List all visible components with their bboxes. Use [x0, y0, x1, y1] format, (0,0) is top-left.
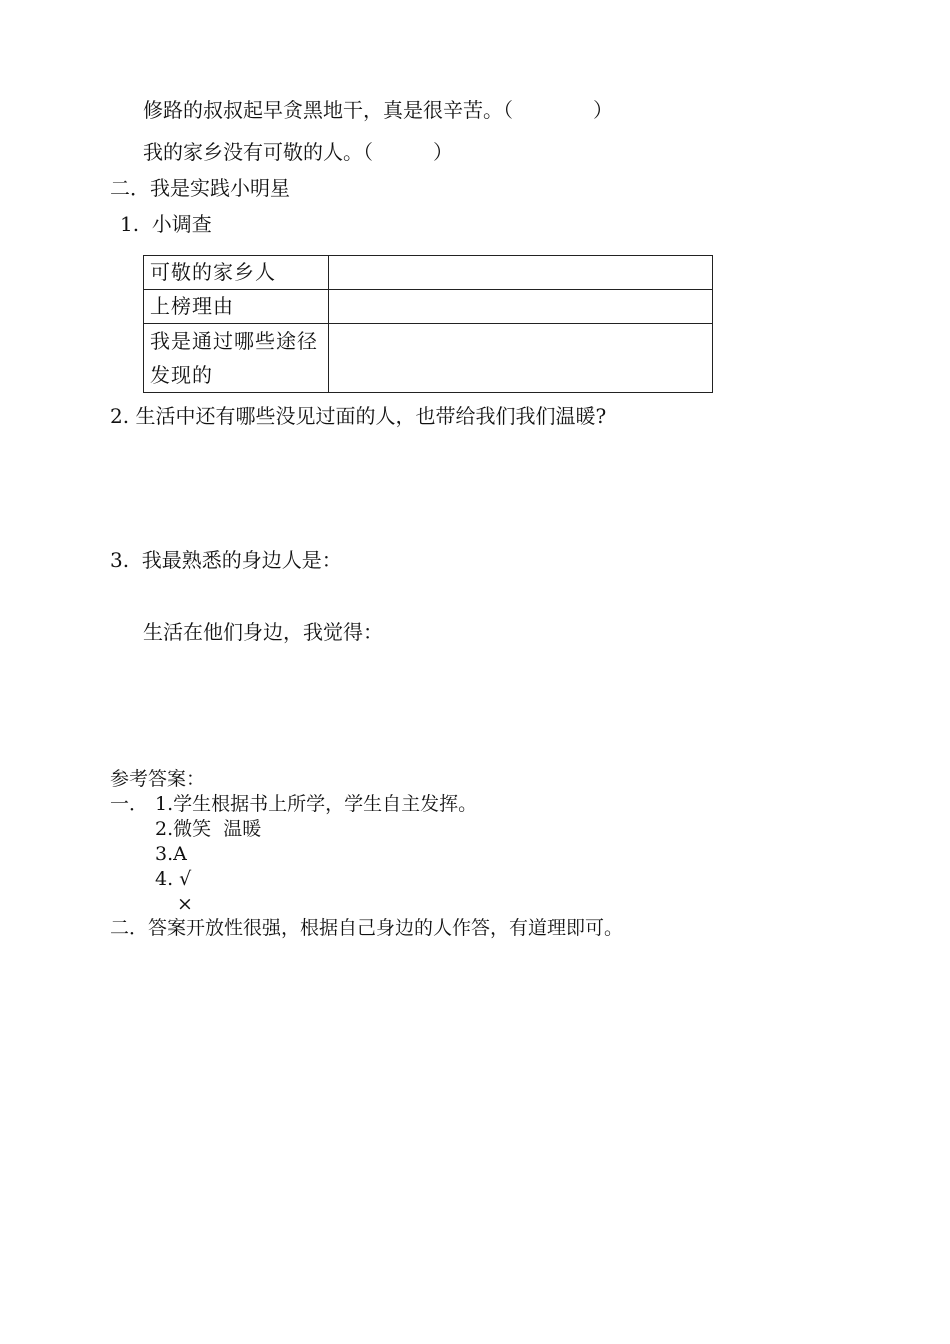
survey-answer-cell[interactable] — [329, 290, 713, 324]
question-3-follow: 生活在他们身边，我觉得： — [143, 620, 383, 644]
answers-part1-prefix: 一． — [110, 793, 149, 815]
survey-label: 可敬的家乡人 — [144, 256, 329, 290]
answer-2: 2.微笑 温暖 — [155, 818, 262, 840]
answer-4b: × — [177, 893, 193, 915]
section2-title: 二．我是实践小明星 — [110, 176, 290, 200]
survey-label: 我是通过哪些途径发现的 — [144, 324, 329, 393]
survey-label: 上榜理由 — [144, 290, 329, 324]
answer-1: 1.学生根据书上所学，学生自主发挥。 — [155, 793, 478, 815]
answers-part2: 二．答案开放性很强，根据自己身边的人作答，有道理即可。 — [110, 917, 624, 939]
question-2: 2. 生活中还有哪些没见过面的人，也带给我们我们温暖? — [110, 404, 607, 428]
q1-title: 1. 小调查 — [120, 212, 212, 236]
table-row — [144, 290, 713, 324]
survey-table — [143, 255, 713, 393]
judgement-item-b: 我的家乡没有可敬的人。（ ） — [143, 140, 453, 164]
survey-answer-cell[interactable] — [329, 324, 713, 393]
survey-answer-cell[interactable] — [329, 256, 713, 290]
answer-3: 3.A — [155, 843, 187, 865]
table-row — [144, 324, 713, 393]
question-3: 3. 我最熟悉的身边人是： — [110, 548, 342, 572]
judgement-item-a: 修路的叔叔起早贪黑地干，真是很辛苦。（ ） — [143, 98, 613, 122]
answers-heading: 参考答案： — [110, 768, 206, 790]
answer-4: 4. √ — [155, 868, 192, 890]
table-row — [144, 256, 713, 290]
